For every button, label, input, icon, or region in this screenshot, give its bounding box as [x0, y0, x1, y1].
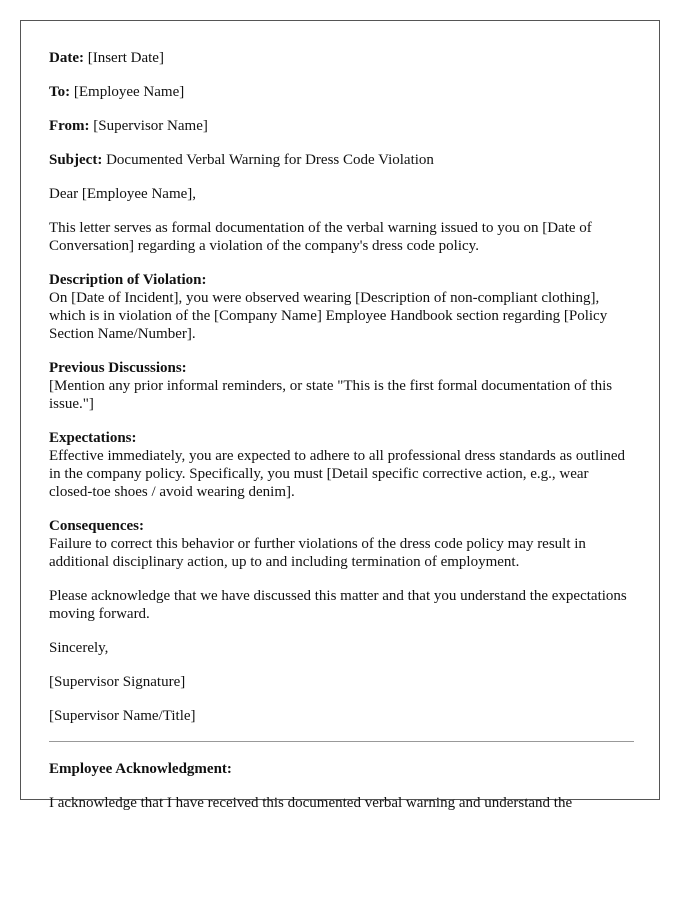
date-line — [49, 49, 634, 67]
violation-title: Description of Violation: — [49, 272, 207, 288]
expectations-section — [49, 429, 634, 501]
consequences-body: Failure to correct this behavior or further violations of the dress code policy may result in additional disciplinary action, up to and including termination of employment. — [49, 536, 586, 570]
letter-page — [20, 20, 660, 811]
salutation: Dear [Employee Name], — [49, 186, 197, 202]
intro-paragraph: This letter serves as formal documentation of the verbal warning issued to you on [Date of Conversation] regarding a violation of the company's dress code policy. — [49, 220, 592, 254]
acknowledgment-title-text: Employee Acknowledgment: — [49, 761, 232, 777]
from-line — [49, 117, 634, 135]
signoff: Sincerely, — [49, 640, 109, 656]
acknowledgment-text: I acknowledge that I have received this documented verbal warning and understand the — [49, 795, 573, 811]
section-divider — [49, 741, 634, 742]
name-title-placeholder: [Supervisor Name/Title] — [49, 708, 196, 724]
subject-line — [49, 151, 634, 169]
previous-section — [49, 359, 634, 413]
previous-title: Previous Discussions: — [49, 360, 187, 376]
subject-label: Subject: — [49, 152, 103, 168]
from-label: From: — [49, 118, 90, 134]
violation-section — [49, 271, 634, 343]
closing-request: Please acknowledge that we have discussed this matter and that you understand the expectations moving forward. — [49, 588, 627, 622]
letter-content — [49, 49, 634, 828]
consequences-section — [49, 517, 634, 571]
subject-value: Documented Verbal Warning for Dress Code Violation — [106, 152, 434, 168]
expectations-title: Expectations: — [49, 430, 137, 446]
from-value: [Supervisor Name] — [93, 118, 208, 134]
to-line — [49, 83, 634, 101]
date-value: [Insert Date] — [87, 50, 164, 66]
previous-body: [Mention any prior informal reminders, or state "This is the first formal documentation of this issue."] — [49, 378, 613, 412]
date-label: Date: — [49, 50, 84, 66]
signature-placeholder: [Supervisor Signature] — [49, 674, 186, 690]
violation-body: On [Date of Incident], you were observed wearing [Description of non-compliant clothing], which is in violation of the [Company Name] Employee Handbook section regarding [Policy Section Name/Number]. — [49, 290, 608, 342]
acknowledgment-title — [49, 760, 634, 778]
expectations-body: Effective immediately, you are expected to adhere to all professional dress standards as outlined in the company policy. Specifically, you must [Detail specific corrective action, e.g., wear closed-toe shoes / avoid wearing denim]. — [49, 448, 626, 500]
consequences-title: Consequences: — [49, 518, 145, 534]
to-value: [Employee Name] — [73, 84, 185, 100]
to-label: To: — [49, 84, 71, 100]
